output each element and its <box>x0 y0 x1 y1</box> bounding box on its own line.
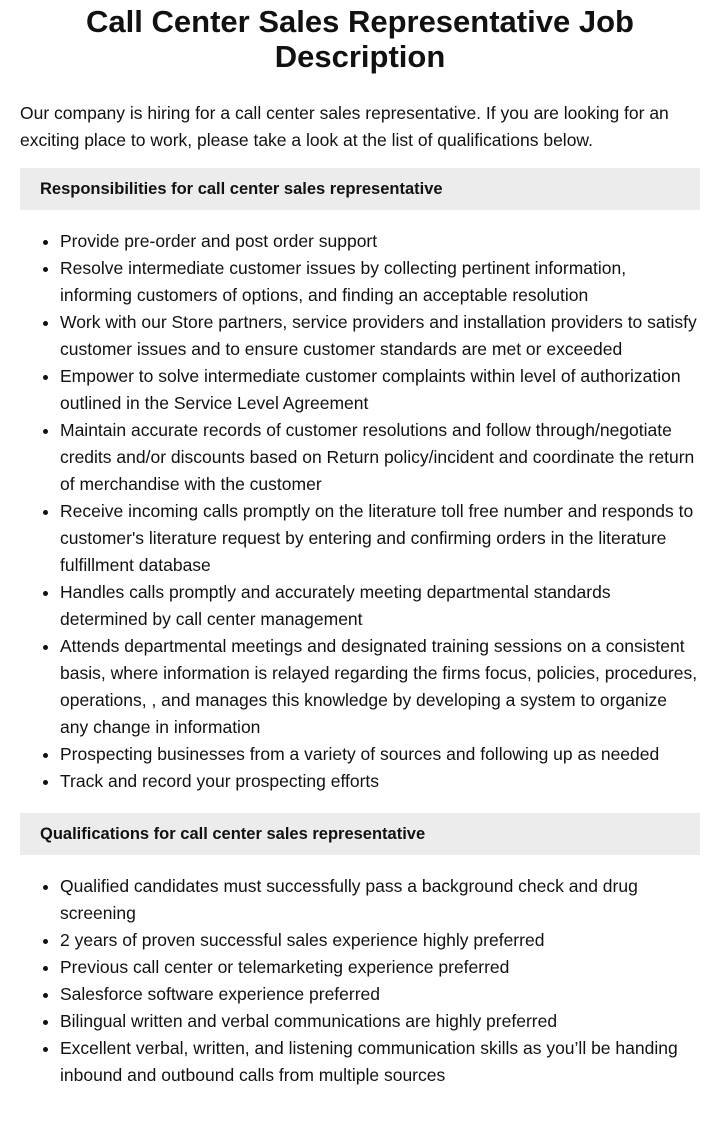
list-item: • Attends departmental meetings and designated training sessions on a consistent basis, where information is relayed regarding the firms focus, policies, procedures, operations, , and manages this knowledge by developing a system to organize any change in information <box>60 633 700 741</box>
section-list <box>20 228 700 795</box>
list-item: • Track and record your prospecting efforts <box>60 768 700 795</box>
list-item: • Previous call center or telemarketing experience preferred <box>60 954 700 981</box>
intro-text: Our company is hiring for a call center sales representative. If you are looking for an exciting place to work, please take a look at the list of qualifications below. <box>20 103 669 150</box>
section-list <box>20 873 700 1089</box>
job-description <box>0 4 720 1089</box>
list-item: • Maintain accurate records of customer resolutions and follow through/negotiate credits and/or discounts based on Return policy/incident and coordinate the return of merchandise with the customer <box>60 417 700 498</box>
section-heading: Qualifications for call center sales representative <box>20 813 700 855</box>
list-item: • Prospecting businesses from a variety of sources and following up as needed <box>60 741 700 768</box>
list-item: • 2 years of proven successful sales experience highly preferred <box>60 927 700 954</box>
list-item: • Handles calls promptly and accurately meeting departmental standards determined by call center management <box>60 579 700 633</box>
page-title: Call Center Sales Representative Job Description <box>86 4 634 74</box>
list-item: • Qualified candidates must successfully pass a background check and drug screening <box>60 873 700 927</box>
list-item: • Empower to solve intermediate customer complaints within level of authorization outlined in the Service Level Agreement <box>60 363 700 417</box>
list-item: • Work with our Store partners, service providers and installation providers to satisfy customer issues and to ensure customer standards are met or exceeded <box>60 309 700 363</box>
list-item: • Provide pre-order and post order support <box>60 228 700 255</box>
list-item: • Bilingual written and verbal communications are highly preferred <box>60 1008 700 1035</box>
section-heading: Responsibilities for call center sales representative <box>20 168 700 210</box>
list-item: • Receive incoming calls promptly on the literature toll free number and responds to customer's literature request by entering and confirming orders in the literature fulfillment database <box>60 498 700 579</box>
list-item: • Resolve intermediate customer issues by collecting pertinent information, informing customers of options, and finding an acceptable resolution <box>60 255 700 309</box>
list-item: • Salesforce software experience preferred <box>60 981 700 1008</box>
list-item: • Excellent verbal, written, and listening communication skills as you’ll be handing inbound and outbound calls from multiple sources <box>60 1035 700 1089</box>
